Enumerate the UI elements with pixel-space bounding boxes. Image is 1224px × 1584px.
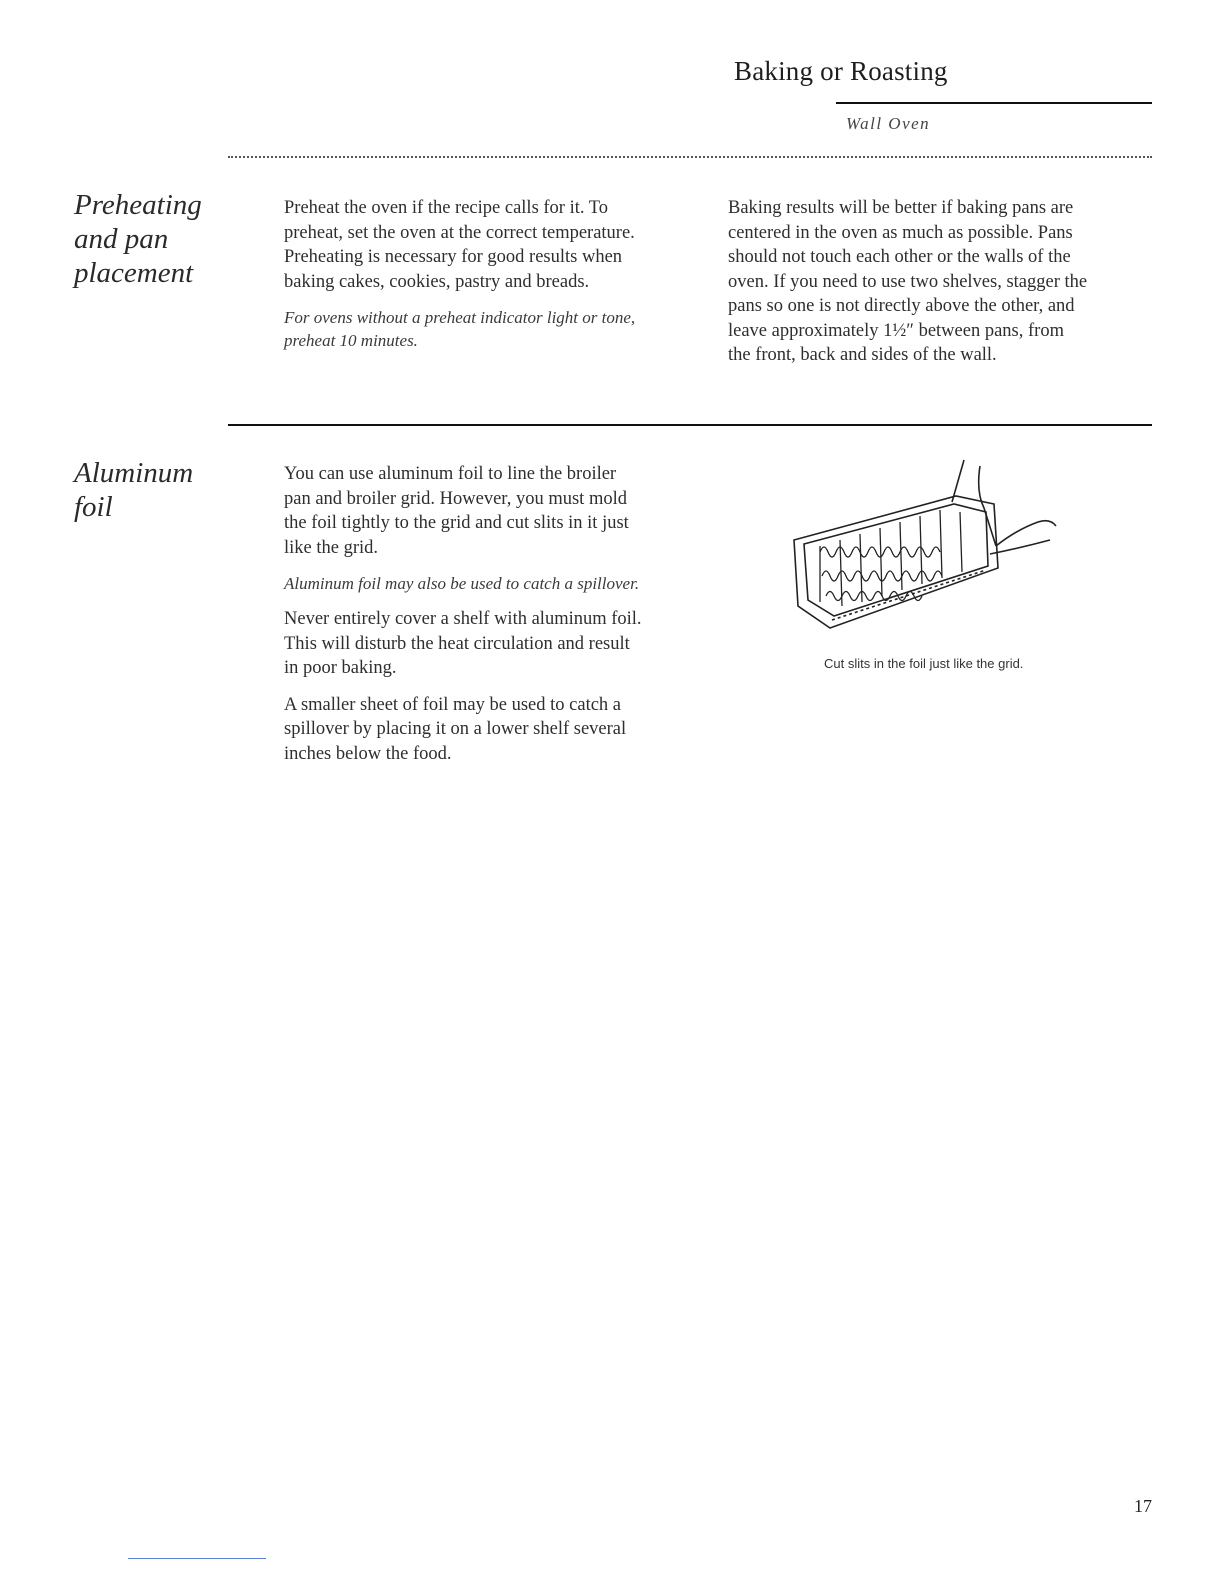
text-line: preheat, set the oven at the correct temperature.	[284, 222, 635, 243]
text-line: spillover by placing it on a lower shelf several	[284, 719, 627, 739]
pan-placement-paragraph	[728, 196, 1152, 368]
aluminum-paragraph-2	[284, 607, 714, 681]
text-line: A smaller sheet of foil may be used to catch a	[284, 694, 622, 715]
text-line: baking cakes, cookies, pastry and breads.	[284, 271, 590, 292]
text-line: the foil tightly to the grid and cut slits in it just	[284, 513, 629, 533]
aluminum-paragraph-3	[284, 693, 714, 767]
hand-fingers	[990, 540, 1050, 554]
page-subtitle: Wall Oven	[846, 114, 931, 133]
foil-edge	[832, 570, 986, 620]
page-title: Baking or Roasting	[734, 56, 948, 86]
section-divider	[228, 424, 1152, 426]
text-line: pan and broiler grid. However, you must mold	[284, 488, 627, 509]
text-line: should not touch each other or the walls of the	[728, 247, 1071, 267]
section-title-line: foil	[74, 491, 113, 523]
aluminum-note: Aluminum foil may also be used to catch a spillover.	[284, 574, 640, 593]
section-title-preheating	[74, 188, 202, 290]
grid-slits	[820, 510, 962, 606]
aluminum-paragraph-1	[284, 462, 714, 560]
text-line: preheat 10 minutes.	[284, 331, 418, 350]
section-title-line: Aluminum	[74, 457, 194, 489]
text-line: leave approximately 1½″ between pans, from	[728, 320, 1064, 341]
text-line: For ovens without a preheat indicator light or tone,	[284, 308, 636, 327]
text-line: in poor baking.	[284, 658, 397, 678]
text-line: like the grid.	[284, 537, 379, 558]
text-line: pans so one is not directly above the other, and	[728, 296, 1075, 316]
preheating-left-column	[284, 196, 704, 352]
text-line: oven. If you need to use two shelves, stagger the	[728, 271, 1088, 292]
preheating-note	[284, 306, 704, 352]
text-line: centered in the oven as much as possible. Pans	[728, 222, 1073, 243]
page-number: 17	[1134, 1496, 1152, 1516]
text-line: You can use aluminum foil to line the broiler	[284, 464, 617, 484]
text-line: Preheating is necessary for good results when	[284, 247, 623, 267]
footer-rule	[128, 1558, 266, 1559]
dotted-divider	[228, 156, 1152, 158]
section-title-line: placement	[74, 257, 194, 289]
preheating-paragraph	[284, 196, 704, 294]
hand-right	[996, 521, 1056, 546]
text-line: Baking results will be better if baking pans are	[728, 198, 1074, 218]
section-title-aluminum-foil	[74, 456, 193, 524]
pan-outline	[794, 496, 998, 628]
text-line: the front, back and sides of the wall.	[728, 345, 997, 365]
preheating-right-column	[728, 196, 1152, 368]
section-title-line: Preheating	[74, 189, 202, 221]
broiler-pan-illustration	[780, 456, 1080, 646]
section-title-line: and pan	[74, 223, 169, 255]
aluminum-text-column	[284, 462, 714, 766]
text-line: Never entirely cover a shelf with aluminum foil.	[284, 609, 642, 629]
figure-caption: Cut slits in the foil just like the grid.	[824, 656, 1024, 671]
text-line: Preheat the oven if the recipe calls for it. To	[284, 198, 609, 218]
text-line: inches below the food.	[284, 743, 452, 764]
text-line: This will disturb the heat circulation and result	[284, 633, 630, 654]
header-rule	[836, 102, 1152, 104]
